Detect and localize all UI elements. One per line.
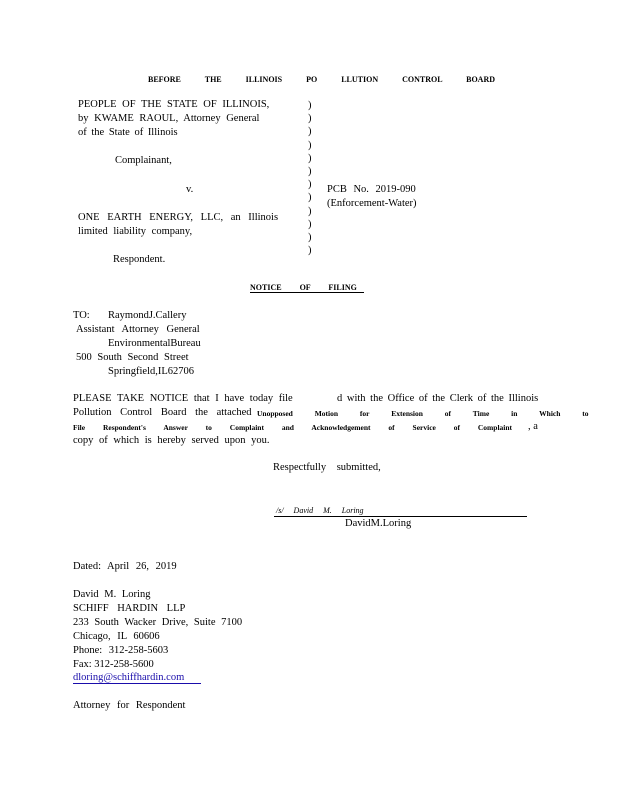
attorney-name: David M. Loring <box>73 589 151 600</box>
attorney-street: 233 South Wacker Drive, Suite 7100 <box>73 617 243 628</box>
signature-line <box>274 516 527 517</box>
to-label: TO: <box>73 310 90 321</box>
party2-line1: ONE EARTH ENERGY, LLC, an Illinois <box>78 212 279 223</box>
recipient-name: RaymondJ.Callery <box>108 310 187 321</box>
attorney-city: Chicago, IL 60606 <box>73 631 160 642</box>
respondent-label: Respondent. <box>113 254 166 265</box>
attorney-email-wrapper <box>73 672 201 684</box>
body-line1-right: d with the Office of the Clerk of the Illinois <box>337 393 539 404</box>
dated: Dated: April 26, 2019 <box>73 561 177 572</box>
attorney-role: Attorney for Respondent <box>73 700 186 711</box>
attorney-fax: Fax: 312-258-5600 <box>73 659 154 670</box>
case-type: (Enforcement-Water) <box>327 198 417 209</box>
document-title-part1: Unopposed Motion for Extension of Time in Which to <box>257 409 589 418</box>
party1-line1: PEOPLE OF THE STATE OF ILLINOIS, <box>78 99 270 110</box>
body-line4: copy of which is hereby served upon you. <box>73 435 270 446</box>
board-title: BEFORE THE ILLINOIS PO LLUTION CONTROL BOARD <box>148 75 496 84</box>
complainant-label: Complainant, <box>115 155 172 166</box>
respectfully-submitted: Respectfully submitted, <box>273 462 381 473</box>
recipient-title: Assistant Attorney General <box>76 324 200 335</box>
body-line2-left: Pollution Control Board the attached <box>73 407 252 418</box>
party1-line3: of the State of Illinois <box>78 127 178 138</box>
caption-parentheses: ) ) ) ) ) ) ) ) ) ) ) ) <box>308 100 312 257</box>
case-number: PCB No. 2019-090 <box>327 184 416 195</box>
attorney-email-link[interactable]: dloring@schiffhardin.com <box>73 672 185 683</box>
attorney-firm: SCHIFF HARDIN LLP <box>73 603 186 614</box>
recipient-bureau: EnvironmentalBureau <box>108 338 201 349</box>
recipient-city: Springfield,IL62706 <box>108 366 195 377</box>
recipient-street: 500 South Second Street <box>76 352 189 363</box>
body-line3-end: , a <box>528 421 538 432</box>
party1-line2: by KWAME RAOUL, Attorney General <box>78 113 260 124</box>
electronic-signature: /s/ David M. Loring <box>276 506 364 515</box>
document-title-part2: File Respondent's Answer to Complaint and Acknowledgement of Service of Complaint <box>73 423 513 432</box>
versus-label: v. <box>186 184 194 195</box>
body-line1-left: PLEASE TAKE NOTICE that I have today file <box>73 393 293 404</box>
notice-title: NOTICE OF FILING <box>250 283 364 293</box>
signer-name: DavidM.Loring <box>345 518 412 529</box>
attorney-phone: Phone: 312-258-5603 <box>73 645 169 656</box>
party2-line2: limited liability company, <box>78 226 193 237</box>
